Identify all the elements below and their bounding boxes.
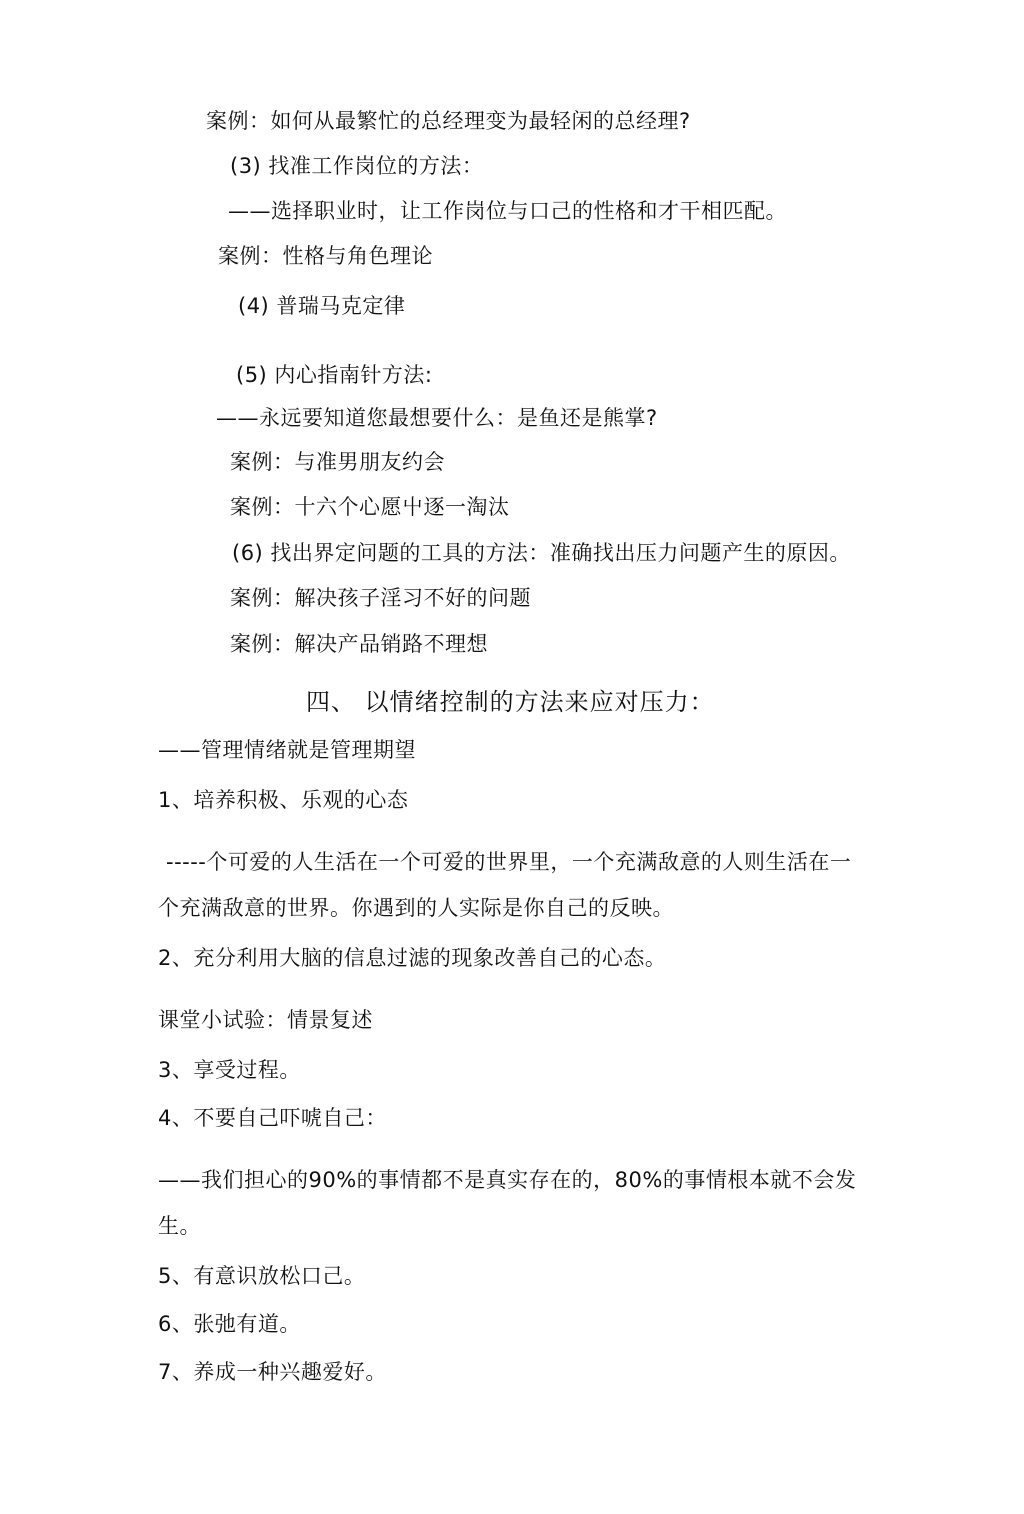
point-3: 3、享受过程。 [158, 1058, 301, 1082]
point-5: 5、有意识放松口己。 [158, 1264, 366, 1288]
section-4-subtitle: ——管理情绪就是管理期望 [158, 738, 416, 762]
point-4: 4、不要自己吓唬自己： [158, 1106, 387, 1130]
item-3-description: ——选择职业时，让工作岗位与口己的性格和才干相匹配。 [228, 199, 787, 223]
case-busiest-manager: 案例：如何从最繁忙的总经理变为最轻闲的总经理? [206, 109, 691, 133]
item-5-compass: (5) 内心指南针方法: [236, 363, 433, 387]
item-3-job-position: (3) 找准工作岗位的方法： [230, 154, 484, 178]
item-5-description: ——永远要知道您最想要什么：是鱼还是熊掌? [216, 406, 658, 430]
point-4-description-line-2: 生。 [158, 1214, 201, 1238]
case-product-sales: 案例：解决产品销路不理想 [230, 632, 488, 656]
case-child-habit: 案例：解决孩子淫习不好的问题 [230, 586, 531, 610]
point-1-description-line-1: -----个可爱的人生活在一个可爱的世界里，一个充满敌意的人则生活在一 [166, 850, 852, 874]
point-4-description-line-1: ——我们担心的90%的事情都不是真实存在的，80%的事情根本就不会发 [158, 1168, 857, 1192]
point-1-description-line-2: 个充满敌意的世界。你遇到的人实际是你自己的反映。 [158, 896, 674, 920]
point-1: 1、培养积极、乐观的心态 [158, 788, 409, 812]
class-experiment: 课堂小试验：情景复述 [158, 1008, 373, 1032]
item-6-problem-tool: (6) 找出界定问题的工具的方法：准确找出压力问题产生的原因。 [232, 541, 851, 565]
case-sixteen-wishes: 案例：十六个心愿屮逐一淘汰 [230, 495, 510, 519]
item-4-premack: (4) 普瑞马克定律 [238, 294, 406, 318]
point-7: 7、养成一种兴趣爱好。 [158, 1360, 387, 1384]
point-6: 6、张弛有道。 [158, 1312, 301, 1336]
case-personality-role: 案例：性格与角色理论 [218, 244, 433, 268]
section-4-heading: 四、 以情绪控制的方法来应对压力： [306, 688, 715, 716]
point-2: 2、充分利用大脑的信息过滤的现象改善自己的心态。 [158, 946, 667, 970]
case-date: 案例：与准男朋友约会 [230, 450, 445, 474]
